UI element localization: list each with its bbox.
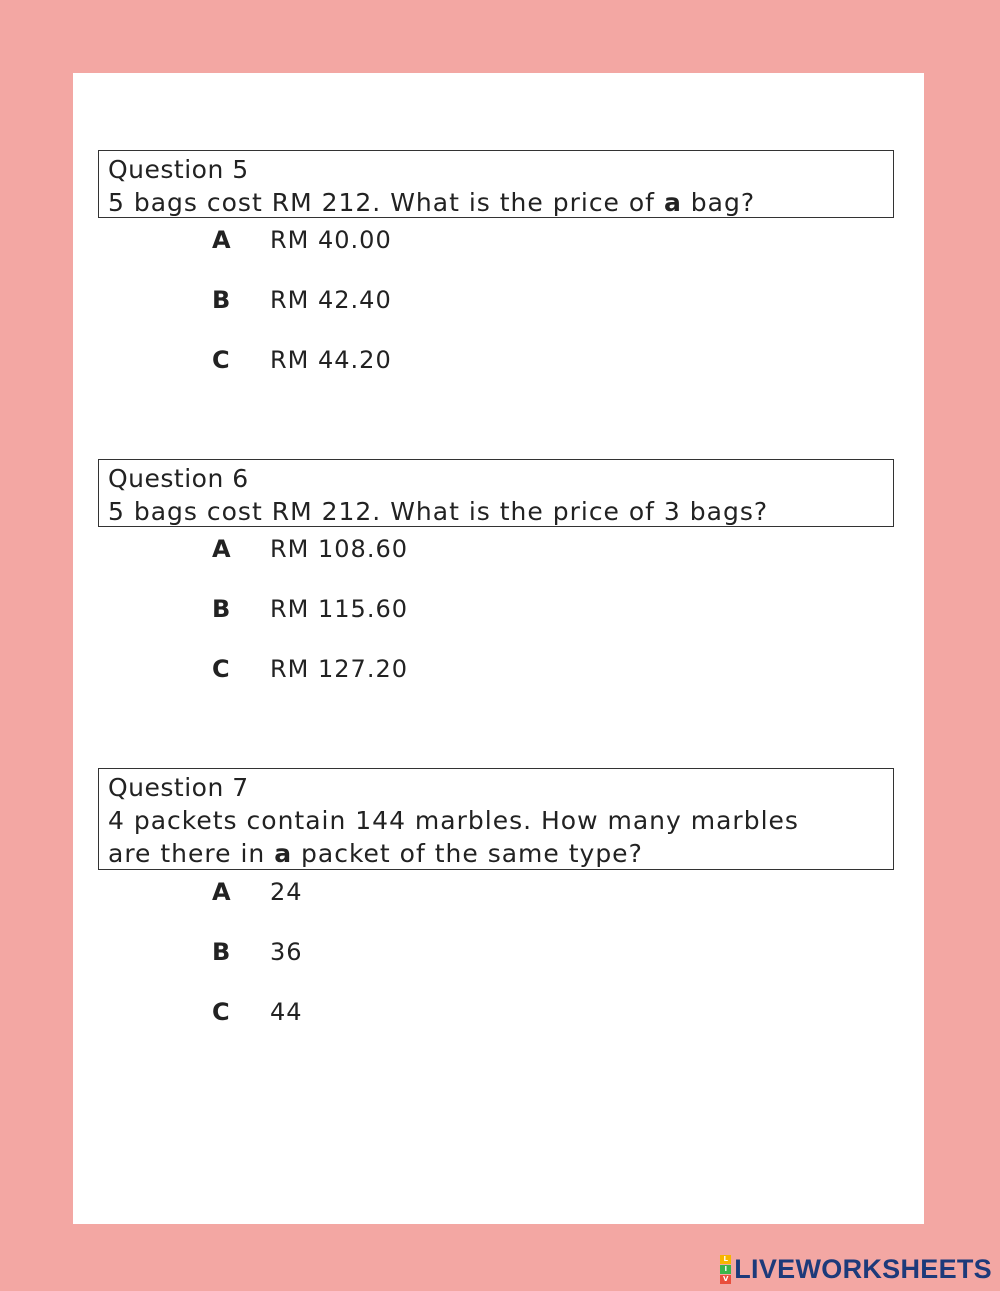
option-letter: B	[212, 938, 231, 966]
question-7-text-line2: are there in a packet of the same type?	[108, 839, 643, 868]
question-7-text-line1: 4 packets contain 144 marbles. How many marbles	[108, 806, 799, 835]
option-letter: A	[212, 535, 231, 563]
question-5-text: 5 bags cost RM 212. What is the price of a bag?	[108, 188, 756, 217]
worksheet-page	[73, 73, 924, 1224]
option-letter: A	[212, 878, 231, 906]
option-letter: C	[212, 346, 230, 374]
question-7-box	[98, 768, 894, 870]
logo-mark-letter: V	[720, 1275, 731, 1284]
option-letter: C	[212, 655, 230, 683]
option-value: RM 127.20	[270, 655, 408, 683]
logo-text: LIVEWORKSHEETS	[734, 1254, 992, 1284]
question-6-title: Question 6	[108, 464, 249, 493]
question-6-box	[98, 459, 894, 527]
live-icon	[720, 1255, 731, 1284]
option-value: RM 40.00	[270, 226, 392, 254]
option-value: 44	[270, 998, 303, 1026]
logo-mark-letter: I	[720, 1265, 731, 1274]
question-5-box	[98, 150, 894, 218]
question-7-title: Question 7	[108, 773, 249, 802]
logo-mark-letter: L	[720, 1255, 731, 1264]
option-value: RM 42.40	[270, 286, 392, 314]
option-letter: B	[212, 286, 231, 314]
liveworksheets-logo[interactable]	[720, 1254, 992, 1285]
option-letter: B	[212, 595, 231, 623]
option-letter: A	[212, 226, 231, 254]
option-value: 24	[270, 878, 303, 906]
question-5-title: Question 5	[108, 155, 249, 184]
option-letter: C	[212, 998, 230, 1026]
question-6-text: 5 bags cost RM 212. What is the price of 3 bags?	[108, 497, 769, 526]
option-value: RM 108.60	[270, 535, 408, 563]
option-value: 36	[270, 938, 303, 966]
option-value: RM 44.20	[270, 346, 392, 374]
option-value: RM 115.60	[270, 595, 408, 623]
